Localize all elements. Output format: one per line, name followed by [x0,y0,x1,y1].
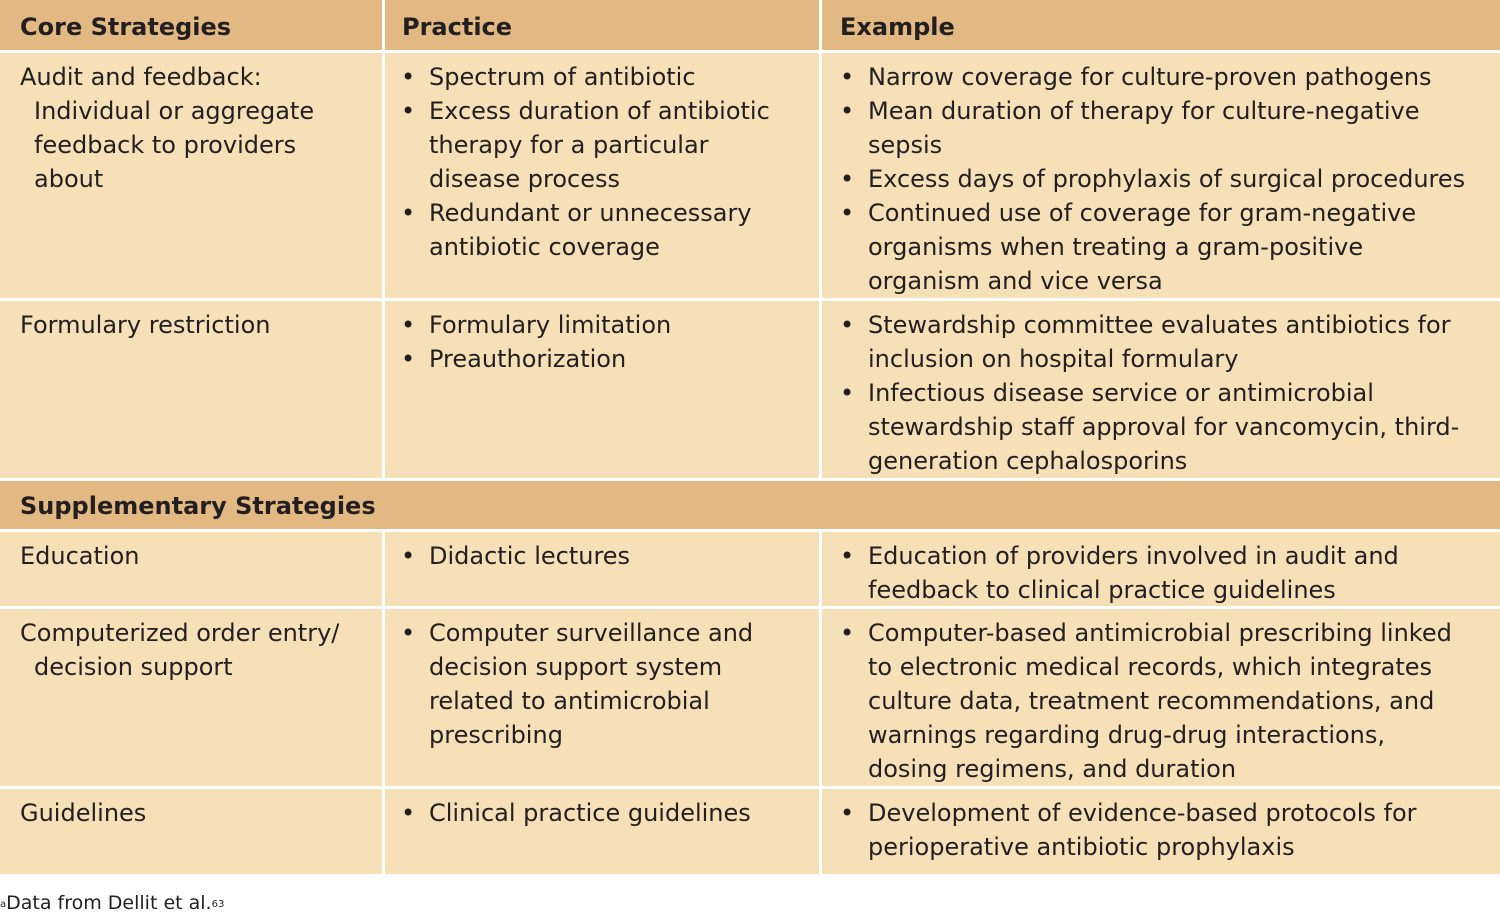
footnote [0,891,224,915]
list-item: • Spectrum of antibiotic [399,60,770,94]
supplementary-header-row [0,481,1500,529]
list-item: • Formulary limitation [399,308,671,342]
practice-cell [385,789,819,874]
footnote-text: Data from Dellit et al. [6,892,212,914]
table-row [0,53,1500,298]
example-cell [822,53,1500,298]
strategy-cell [0,609,382,786]
list-item: • Stewardship committee evaluates antibiotics for inclusion on hospital formulary [838,308,1459,376]
strategy-cell [0,301,382,478]
example-cell [822,301,1500,478]
strategy-name: Guidelines [20,799,147,827]
list-item: • Continued use of coverage for gram-negative organisms when treating a gram-positive organism and vice versa [838,196,1465,298]
strategy-cell [0,53,382,298]
list-item: • Excess duration of antibiotic therapy for a particular disease process [399,94,770,196]
strategy-cell [0,789,382,874]
strategy-name: Computerized order entry/ [20,619,340,647]
strategy-name: Education [20,542,140,570]
header-practice: Practice [402,13,513,41]
list-item: • Clinical practice guidelines [399,796,751,830]
list-item: • Preauthorization [399,342,671,376]
list-item: • Redundant or unnecessary antibiotic coverage [399,196,770,264]
example-cell [822,532,1500,606]
list-item: • Mean duration of therapy for culture-negative sepsis [838,94,1465,162]
strategy-name: Formulary restriction [20,311,271,339]
header-example: Example [840,13,955,41]
practice-cell [385,301,819,478]
footnote-marker: a [0,899,7,910]
list-item: • Narrow coverage for culture-proven pathogens [838,60,1465,94]
list-item: • Computer surveillance and decision support system related to antimicrobial prescribing [399,616,753,752]
practice-cell [385,53,819,298]
table-row [0,789,1500,874]
list-item: • Education of providers involved in audit and feedback to clinical practice guidelines [838,539,1399,607]
list-item: • Development of evidence-based protocols for perioperative antibiotic prophylaxis [838,796,1417,864]
practice-cell [385,532,819,606]
strategy-name-continued: decision support [34,653,233,681]
table-header-row [0,0,1500,50]
table-row [0,532,1500,606]
table-row [0,609,1500,786]
header-cell-practice [385,0,819,50]
list-item: • Infectious disease service or antimicrobial stewardship staff approval for vancomycin, third- generation cephalosporins [838,376,1459,478]
strategy-description: Individual or aggregate feedback to providers about [34,97,315,193]
list-item: • Didactic lectures [399,539,630,573]
strategy-name: Audit and feedback: [20,63,262,91]
table-row [0,301,1500,478]
header-cell-example [822,0,1500,50]
practice-cell [385,609,819,786]
example-cell [822,789,1500,874]
supplementary-header-cell [0,481,1500,529]
footnote-reference: 63 [211,899,225,910]
example-cell [822,609,1500,786]
supplementary-strategies-heading: Supplementary Strategies [20,492,376,520]
header-cell-core-strategies [0,0,382,50]
list-item: • Excess days of prophylaxis of surgical procedures [838,162,1465,196]
header-core-strategies: Core Strategies [20,13,232,41]
list-item: • Computer-based antimicrobial prescribing linked to electronic medical records, which integrates culture data, treatment recommendations, and warnings regarding drug-drug interactions, dosing regimens, and duration [838,616,1452,786]
strategy-cell [0,532,382,606]
